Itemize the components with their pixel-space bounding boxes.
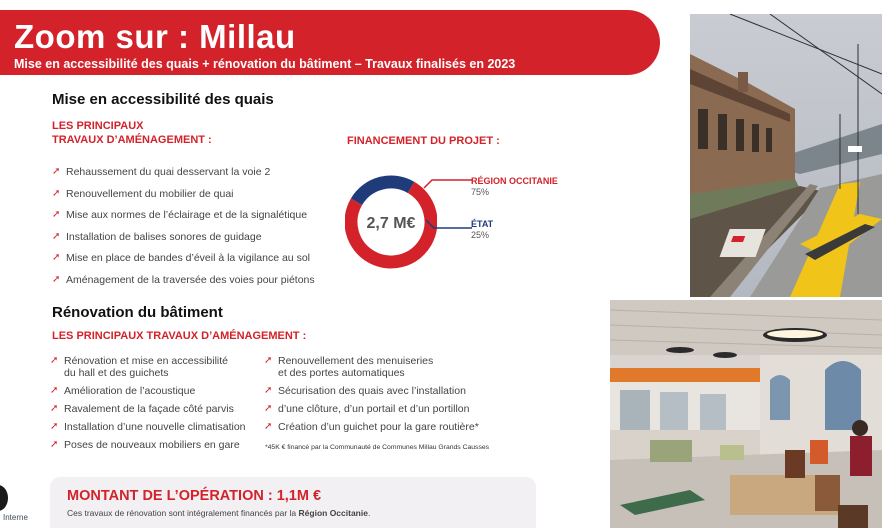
montant-box — [50, 477, 536, 528]
batiment-list-right — [264, 355, 479, 439]
list-item: ➚ Installation de balises sonores de guidage — [52, 230, 262, 243]
list-item: ➚ Mise aux normes de l’éclairage et de la signalétique — [52, 209, 308, 221]
arrow-icon: ➚ — [50, 403, 59, 414]
page-subtitle: Mise en accessibilité des quais + rénovation du bâtiment – Travaux finalisés en 2023 — [14, 57, 516, 71]
arrow-icon: ➚ — [52, 230, 61, 242]
list-item: ➚ Création d’un guichet pour la gare routière* — [264, 421, 479, 433]
arrow-icon: ➚ — [50, 385, 59, 396]
arrow-icon: ➚ — [264, 421, 273, 432]
arrow-icon: ➚ — [264, 355, 273, 366]
batiment-heading: Rénovation du bâtiment — [52, 304, 223, 321]
arrow-icon: ➚ — [50, 421, 59, 432]
classification-dot-icon — [0, 485, 8, 511]
title-banner — [0, 10, 660, 75]
arrow-icon: ➚ — [52, 252, 61, 263]
financement-title: FINANCEMENT DU PROJET : — [347, 135, 500, 147]
arrow-icon: ➚ — [52, 209, 61, 220]
quais-list — [52, 166, 315, 295]
station-hall-photo — [610, 300, 882, 528]
classification-label: Interne — [3, 513, 28, 522]
footnote: *45K € financé par la Communauté de Communes Millau Grands Causses — [265, 444, 490, 451]
quais-heading: Mise en accessibilité des quais — [52, 91, 274, 108]
arrow-icon: ➚ — [52, 273, 61, 285]
batiment-list-left — [50, 355, 246, 457]
legend-region: RÉGION OCCITANIE 75% — [471, 176, 558, 197]
montant-title: MONTANT DE L’OPÉRATION : 1,1M € — [67, 488, 322, 504]
list-item: ➚ Poses de nouveaux mobiliers en gare — [50, 439, 240, 451]
arrow-icon: ➚ — [50, 439, 59, 450]
list-item: ➚ Rehaussement du quai desservant la voie 2 — [52, 166, 271, 178]
list-item: ➚ Ravalement de la façade côté parvis — [50, 403, 234, 415]
list-item: ➚ d’une clôture, d’un portail et d’un portillon — [264, 403, 470, 415]
legend-etat: ÉTAT 25% — [471, 219, 494, 240]
platform-photo — [690, 14, 882, 297]
arrow-icon: ➚ — [52, 166, 61, 177]
list-item: ➚ Rénovation et mise en accessibilité du hall et des guichets — [50, 355, 229, 379]
donut-leader-lines — [420, 174, 472, 238]
list-item: ➚ Renouvellement du mobilier de quai — [52, 187, 234, 200]
list-item: ➚ Installation d’une nouvelle climatisation — [50, 421, 246, 433]
list-item: ➚ Mise en place de bandes d’éveil à la vigilance au sol — [52, 252, 310, 264]
arrow-icon: ➚ — [52, 187, 61, 199]
list-item: ➚ Sécurisation des quais avec l’installation — [264, 385, 466, 397]
page-title: Zoom sur : Millau — [14, 18, 296, 55]
arrow-icon: ➚ — [264, 385, 273, 396]
montant-text: Ces travaux de rénovation sont intégralement financés par la Région Occitanie. — [67, 508, 371, 518]
list-item: ➚ Aménagement de la traversée des voies pour piétons — [52, 273, 315, 286]
quais-label: LES PRINCIPAUX TRAVAUX D’AMÉNAGEMENT : — [52, 120, 212, 146]
arrow-icon: ➚ — [50, 355, 59, 366]
list-item: ➚ Renouvellement des menuiseries et des portes automatiques — [264, 355, 434, 379]
batiment-label: LES PRINCIPAUX TRAVAUX D’AMÉNAGEMENT : — [52, 330, 307, 342]
list-item: ➚ Amélioration de l’acoustique — [50, 385, 196, 397]
donut-center-value: 2,7 M€ — [366, 215, 416, 232]
arrow-icon: ➚ — [264, 403, 273, 414]
